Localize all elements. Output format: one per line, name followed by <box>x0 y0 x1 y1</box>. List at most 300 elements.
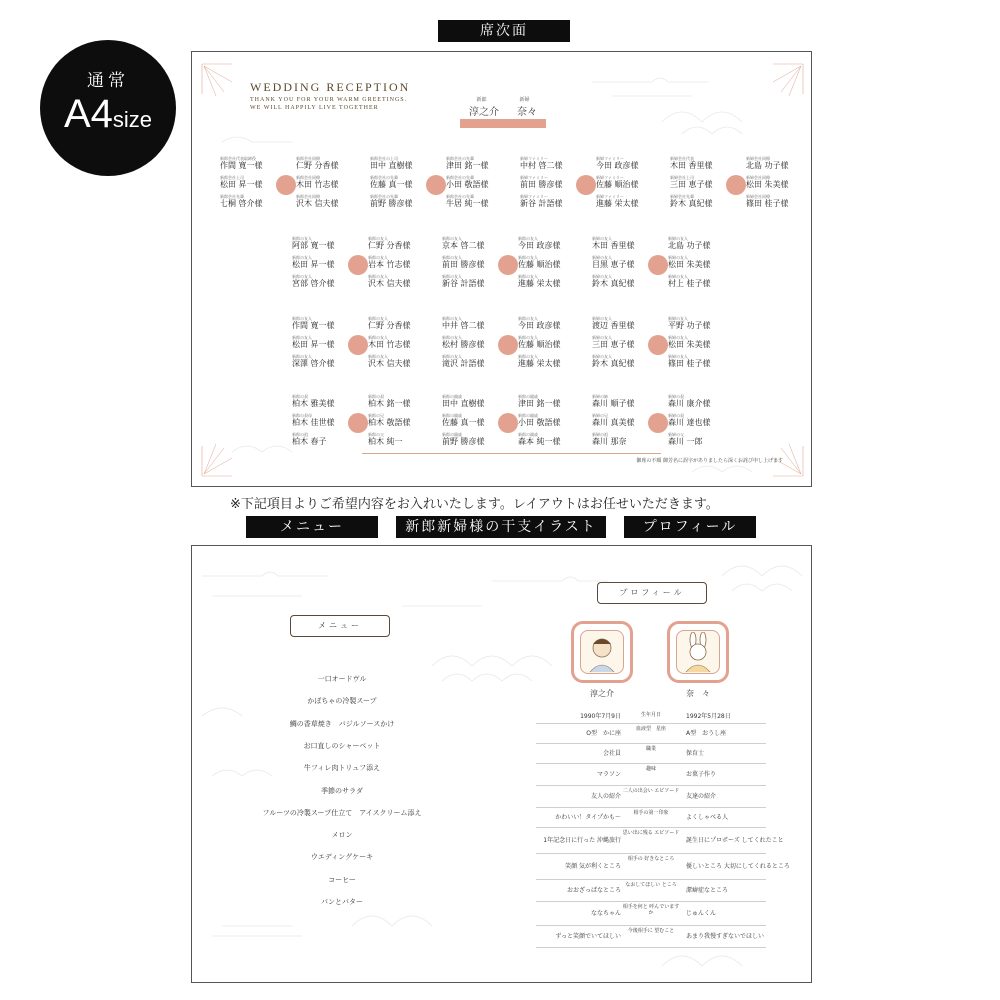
groom-answer: ずっと笑顔でいてほしい <box>555 932 621 940</box>
guest-relation: 新郎会社上司 <box>220 175 244 180</box>
menu-item: ウエディングケーキ <box>310 853 374 862</box>
guest-entry <box>442 236 502 251</box>
guest-entry <box>670 175 730 190</box>
guest-entry <box>592 316 652 331</box>
guest-relation: 新婦会社同僚 <box>746 156 770 161</box>
guest-table <box>520 156 670 212</box>
guest-name: 木田 香里様 <box>670 161 713 170</box>
guest-name: 作間 寛一様 <box>292 321 335 330</box>
guest-relation: 新郎の友人 <box>442 255 462 260</box>
guest-name: 松田 朱美様 <box>746 180 789 189</box>
guest-relation: 新郎の友人 <box>442 354 462 359</box>
subtitle-line-2: WE WILL HAPPILY LIVE TOGETHER <box>250 105 379 111</box>
guest-relation: 新郎の親戚 <box>518 432 538 437</box>
guest-name: 篠田 桂子様 <box>746 199 789 208</box>
guest-relation: 新郎の友人 <box>518 274 538 279</box>
label-menu: メニュー <box>246 516 378 538</box>
guest-name: 松田 朱美様 <box>668 340 711 349</box>
profile-row <box>536 880 766 902</box>
guest-relation: 新婦の友人 <box>592 236 612 241</box>
guest-name: 柏木 敬語様 <box>368 418 411 427</box>
guest-relation: 新郎の友人 <box>442 274 462 279</box>
guest-entry <box>520 156 580 171</box>
badge-top-text: 通常 <box>87 71 129 91</box>
groom-answer: ななちゃん <box>590 909 621 917</box>
guest-entry <box>668 413 728 428</box>
guest-relation: 新婦の叔 <box>668 413 684 418</box>
guest-entry <box>668 236 728 251</box>
guest-entry <box>442 274 502 289</box>
profile-row <box>536 926 766 948</box>
guest-name: 今田 政彦様 <box>596 161 639 170</box>
menu-item: お口直しのシャーベット <box>303 741 381 750</box>
guest-name: 鈴木 真紀様 <box>592 359 635 368</box>
guest-relation: 新郎の友人 <box>442 335 462 340</box>
guest-relation: 新婦ファミリー <box>596 175 624 180</box>
guest-name: 森川 順子様 <box>592 399 635 408</box>
guest-name: 柏木 純一 <box>368 437 403 446</box>
guest-name: 北島 功子様 <box>668 241 711 250</box>
guest-relation: 新郎の友人 <box>518 335 538 340</box>
bride-name: 奈々 <box>517 107 537 118</box>
guest-relation: 新郎の祖 <box>292 432 308 437</box>
couple-head-table <box>460 96 546 128</box>
guest-name: 渡辺 香里様 <box>592 321 635 330</box>
profile-row-label: 相手の第一印象 <box>633 810 669 816</box>
guest-relation: 新郎の親戚 <box>518 413 538 418</box>
guest-relation: 新郎の親戚 <box>442 394 462 399</box>
guest-relation: 新婦ファミリー <box>520 156 548 161</box>
reception-title: WEDDING RECEPTION <box>250 80 411 94</box>
guest-entry <box>668 255 728 270</box>
guest-entry <box>292 335 352 350</box>
guest-entry <box>442 413 502 428</box>
guest-relation: 新郎の友人 <box>368 316 388 321</box>
guest-relation: 新郎の友人 <box>368 274 388 279</box>
guest-name: 仁野 分香様 <box>368 241 411 250</box>
divider-line <box>362 453 661 454</box>
groom-role: 新郎 <box>476 97 487 103</box>
menu-item: 牛フィレ肉トリュフ添え <box>303 764 381 773</box>
guest-name: 岩本 竹志様 <box>368 260 411 269</box>
menu-item: フルーツの冷製スープ仕立て アイスクリーム添え <box>262 808 422 817</box>
guest-name: 森川 康介様 <box>668 399 711 408</box>
guest-relation: 新郎の友人 <box>368 335 388 340</box>
guest-relation: 新婦の祖 <box>592 432 608 437</box>
guest-name: 三田 恵子様 <box>670 180 713 189</box>
guest-relation: 新婦の友人 <box>592 335 612 340</box>
guest-relation: 新郎の親戚 <box>518 394 538 399</box>
guest-relation: 新郎の友人 <box>368 354 388 359</box>
bride-answer: お菓子作り <box>686 770 717 778</box>
profile-row-label: 生年月日 <box>640 712 661 718</box>
guest-relation: 新郎の友人 <box>518 236 538 241</box>
groom-zodiac-portrait <box>571 621 633 683</box>
seating-footnote: 御席の不順 御芳名に誤字がありましたら深くお詫び申し上げます <box>636 458 783 464</box>
badge-main: A4 <box>63 92 113 136</box>
guest-name: 村上 桂子様 <box>668 279 711 288</box>
groom-answer: O型 かに座 <box>586 729 621 737</box>
guest-entry <box>442 432 502 447</box>
guest-name: 柏木 銘一様 <box>368 399 411 408</box>
guest-entry <box>368 413 428 428</box>
guest-entry <box>220 194 280 209</box>
guest-relation: 新郎の友人 <box>292 316 312 321</box>
guest-name: 中村 啓二様 <box>520 161 563 170</box>
guest-name: 鈴木 真紀様 <box>592 279 635 288</box>
guest-table <box>292 236 442 292</box>
guest-relation: 新婦の友人 <box>592 354 612 359</box>
guest-entry <box>520 194 580 209</box>
guest-entry <box>292 236 352 251</box>
menu-item: コーヒー <box>328 875 356 884</box>
guest-entry <box>442 354 502 369</box>
groom-answer: 1年記念日に行った 沖縄旅行 <box>543 836 621 844</box>
guest-entry <box>446 194 506 209</box>
bride-role: 新婦 <box>519 97 530 103</box>
guest-table <box>370 156 520 212</box>
bride-answer: A型 おうし座 <box>686 729 727 737</box>
guest-table <box>592 316 742 372</box>
guest-relation: 新婦の兄 <box>592 413 608 418</box>
guest-entry <box>592 274 652 289</box>
guest-entry <box>368 354 428 369</box>
guest-relation: 新郎会社代表取締役 <box>220 156 256 161</box>
guest-name: 今田 政彦様 <box>518 241 561 250</box>
bride-answer: あまり我慢すぎないでほしい <box>686 932 765 940</box>
guest-name: 篠田 桂子様 <box>668 359 711 368</box>
guest-table <box>442 394 592 450</box>
guest-relation: 新婦の友人 <box>668 335 688 340</box>
guest-relation: 新郎会社同僚 <box>296 156 320 161</box>
guest-entry <box>668 394 728 409</box>
guest-name: 新谷 計語様 <box>520 199 563 208</box>
badge-size-text <box>40 92 176 137</box>
profile-ribbon: プロフィール <box>597 582 707 604</box>
guest-entry <box>442 316 502 331</box>
guest-entry <box>670 194 730 209</box>
subtitle-line-1: THANK YOU FOR YOUR WARM GREETINGS. <box>250 97 408 103</box>
guest-name: 松村 勝彦様 <box>442 340 485 349</box>
bride-answer: よくしゃべる人 <box>686 813 729 821</box>
guest-relation: 新郎会社の先輩 <box>446 175 474 180</box>
guest-relation: 新婦会社代表 <box>670 156 694 161</box>
profile-row-label: 二人の出会い エピソード <box>622 788 680 794</box>
guest-entry <box>442 394 502 409</box>
guest-entry <box>368 255 428 270</box>
guest-entry <box>446 175 506 190</box>
profile-row-label: 相手の 好きなところ <box>627 856 675 862</box>
guest-name: 柏木 佳世様 <box>292 418 335 427</box>
guest-name: 松田 昇一様 <box>220 180 263 189</box>
guest-entry <box>592 413 652 428</box>
guest-relation: 新婦の友人 <box>668 354 688 359</box>
guest-relation: 新郎の友人 <box>292 236 312 241</box>
profile-row <box>536 828 784 854</box>
badge-unit: size <box>112 107 153 132</box>
profile-row <box>536 786 766 808</box>
guest-relation: 新郎会社先輩 <box>220 194 244 199</box>
bride-profile-name: 奈 々 <box>686 689 710 698</box>
guest-entry <box>292 394 352 409</box>
profile-row <box>536 808 766 828</box>
guest-name: 平野 功子様 <box>668 321 711 330</box>
guest-entry <box>446 156 506 171</box>
guest-relation: 新婦ファミリー <box>596 194 624 199</box>
guest-name: 阿部 寛一様 <box>292 241 335 250</box>
guest-entry <box>668 274 728 289</box>
guest-name: 進藤 栄太様 <box>518 279 561 288</box>
guest-entry <box>668 316 728 331</box>
guest-name: 前田 勝彦様 <box>520 180 563 189</box>
menu-ribbon: メニュー <box>290 615 390 637</box>
guest-entry <box>596 194 656 209</box>
guest-relation: 新郎の叔 <box>292 394 308 399</box>
guest-name: 津田 銘一様 <box>446 161 489 170</box>
guest-relation: 新婦会社同僚 <box>746 194 770 199</box>
guest-name: 三田 恵子様 <box>592 340 635 349</box>
guest-entry <box>292 255 352 270</box>
guest-relation: 新婦ファミリー <box>520 175 548 180</box>
guest-table <box>592 394 742 450</box>
guest-name: 宮部 啓介様 <box>292 279 335 288</box>
guest-entry <box>518 432 578 447</box>
groom-answer: かわいい！タイプかも〜 <box>555 813 621 821</box>
guest-relation: 新婦の叔 <box>668 394 684 399</box>
guest-name: 田中 直樹様 <box>442 399 485 408</box>
guest-entry <box>296 194 356 209</box>
guest-entry <box>370 175 430 190</box>
guest-entry <box>518 255 578 270</box>
profile-row <box>536 902 766 926</box>
guest-relation: 新婦の友人 <box>592 316 612 321</box>
guest-relation: 新婦の友人 <box>668 236 688 241</box>
menu-item: パンとバター <box>321 898 363 906</box>
guest-relation: 新婦の友人 <box>592 274 612 279</box>
guest-name: 柏木 雅美様 <box>292 399 335 408</box>
groom-answer: おおざっぱなところ <box>566 886 621 894</box>
guest-entry <box>368 274 428 289</box>
guest-name: 森川 一郎 <box>668 437 703 446</box>
guest-name: 新谷 計語様 <box>442 279 485 288</box>
guest-relation: 新郎の友人 <box>368 236 388 241</box>
guest-relation: 新郎会社の先輩 <box>446 156 474 161</box>
guest-name: 森川 達也様 <box>668 418 711 427</box>
guest-name: 滝沢 計語様 <box>442 359 485 368</box>
guest-entry <box>368 335 428 350</box>
guest-name: 木田 竹志様 <box>296 180 339 189</box>
guest-entry <box>518 236 578 251</box>
note-text: ※下記項目よりご希望内容をお入れいたします。レイアウトはお任せいただきます。 <box>230 497 719 512</box>
guest-name: 作間 寛一様 <box>220 161 263 170</box>
bride-zodiac-portrait <box>667 621 729 683</box>
bride-figure-icon <box>678 632 718 672</box>
guest-table <box>442 236 592 292</box>
guest-relation: 新郎の友人 <box>368 255 388 260</box>
guest-relation: 新郎の兄 <box>368 413 384 418</box>
guest-relation: 新郎の友人 <box>292 335 312 340</box>
guest-entry <box>520 175 580 190</box>
guest-entry <box>592 432 652 447</box>
bride-answer: じゅんくん <box>686 909 717 917</box>
guest-entry <box>592 236 652 251</box>
guest-name: 仁野 分香様 <box>296 161 339 170</box>
guest-relation: 新郎会社の先輩 <box>370 194 398 199</box>
guest-entry <box>368 316 428 331</box>
seating-chart-panel <box>191 51 812 487</box>
guest-table <box>220 156 370 212</box>
guest-relation: 新郎会社の先輩 <box>446 194 474 199</box>
guest-relation: 新婦会社先輩 <box>670 194 694 199</box>
guest-name: 柏木 春子 <box>292 437 327 446</box>
guest-relation: 新婦の友人 <box>668 255 688 260</box>
guest-entry <box>518 394 578 409</box>
guest-entry <box>518 335 578 350</box>
guest-name: 今田 政彦様 <box>518 321 561 330</box>
guest-relation: 新郎の友人 <box>518 316 538 321</box>
guest-name: 森川 真美様 <box>592 418 635 427</box>
guest-name: 小田 敬語様 <box>446 180 489 189</box>
guest-name: 佐藤 真一様 <box>442 418 485 427</box>
guest-entry <box>746 175 806 190</box>
guest-name: 津田 銘一様 <box>518 399 561 408</box>
guest-entry <box>296 175 356 190</box>
guest-relation: 新婦ファミリー <box>520 194 548 199</box>
guest-name: 森川 那奈 <box>592 437 627 446</box>
guest-entry <box>592 354 652 369</box>
guest-relation: 新郎の叔母 <box>292 413 312 418</box>
guest-table <box>442 316 592 372</box>
guest-relation: 新郎の友人 <box>518 255 538 260</box>
guest-entry <box>518 354 578 369</box>
bride-answer: 潔癖症なところ <box>686 886 729 894</box>
guest-relation: 新郎の友人 <box>292 274 312 279</box>
guest-table <box>292 394 442 450</box>
guest-entry <box>518 316 578 331</box>
guest-name: 目黒 恵子様 <box>592 260 635 269</box>
guest-table <box>670 156 812 212</box>
guest-name: 牛居 純一様 <box>446 199 489 208</box>
guest-name: 北島 功子様 <box>746 161 789 170</box>
groom-answer: 友人の紹介 <box>590 792 621 800</box>
guest-entry <box>296 156 356 171</box>
profile-row <box>536 744 766 764</box>
bride-answer: 友達の紹介 <box>686 792 717 800</box>
guest-entry <box>292 274 352 289</box>
guest-relation: 新郎の友人 <box>442 236 462 241</box>
guest-entry <box>368 432 428 447</box>
guest-relation: 新婦会社同僚 <box>746 175 770 180</box>
guest-name: 佐藤 真一様 <box>370 180 413 189</box>
guest-name: 進藤 栄太様 <box>596 199 639 208</box>
profile-row-label: 職業 <box>645 746 656 752</box>
guest-table <box>292 316 442 372</box>
guest-relation: 新郎の友人 <box>292 255 312 260</box>
guest-entry <box>668 432 728 447</box>
guest-relation: 新婦の姉 <box>592 394 608 399</box>
guest-name: 中井 啓二様 <box>442 321 485 330</box>
guest-relation: 新婦の友人 <box>668 274 688 279</box>
profile-row <box>536 764 766 786</box>
guest-name: 仁野 分香様 <box>368 321 411 330</box>
guest-relation: 新郎会社同僚 <box>296 194 320 199</box>
profile-row-label: 今後相手に 望むこと <box>627 928 675 934</box>
guest-name: 沢木 信夫様 <box>368 359 411 368</box>
guest-relation: 新郎の父 <box>368 432 384 437</box>
groom-figure-icon <box>582 632 622 672</box>
guest-name: 深澤 啓介様 <box>292 359 335 368</box>
label-profile: プロフィール <box>624 516 756 538</box>
guest-relation: 新郎会社の先輩 <box>370 175 398 180</box>
guest-relation: 新婦の友人 <box>668 316 688 321</box>
groom-answer: 1990年7月9日 <box>580 712 621 720</box>
menu-item: メロン <box>331 831 353 840</box>
guest-entry <box>220 175 280 190</box>
label-seating: 席次面 <box>438 20 570 42</box>
guest-name: 京本 啓二様 <box>442 241 485 250</box>
guest-entry <box>668 335 728 350</box>
guest-relation: 新郎会社の上司 <box>370 156 398 161</box>
guest-relation: 新郎会社同僚 <box>296 175 320 180</box>
guest-name: 佐藤 順治様 <box>518 260 561 269</box>
guest-name: 森本 純一様 <box>518 437 561 446</box>
guest-relation: 新郎の友人 <box>292 354 312 359</box>
guest-entry <box>518 413 578 428</box>
guest-entry <box>442 255 502 270</box>
guest-name: 田中 直樹様 <box>370 161 413 170</box>
menu-item: 季節のサラダ <box>321 786 363 795</box>
guest-name: 七桐 啓介様 <box>220 199 263 208</box>
guest-relation: 新郎の友人 <box>518 354 538 359</box>
guest-name: 前野 勝彦様 <box>442 437 485 446</box>
guest-name: 前野 勝彦様 <box>370 199 413 208</box>
size-badge <box>40 40 176 176</box>
guest-relation: 新婦会社上司 <box>670 175 694 180</box>
profile-row-label: なおしてほしい ところ <box>625 882 677 888</box>
guest-entry <box>292 354 352 369</box>
guest-table <box>592 236 742 292</box>
guest-entry <box>592 394 652 409</box>
menu-item: かぼちゃの冷製スープ <box>307 697 377 706</box>
label-zodiac: 新郎新婦様の干支イラスト <box>396 516 606 538</box>
profile-row-label: 思い出に残る エピソード <box>622 830 680 836</box>
guest-relation: 新郎の親戚 <box>442 413 462 418</box>
guest-entry <box>746 156 806 171</box>
guest-entry <box>368 236 428 251</box>
guest-entry <box>368 394 428 409</box>
guest-entry <box>592 335 652 350</box>
guest-relation: 新婦ファミリー <box>596 156 624 161</box>
groom-profile-name: 淳之介 <box>590 689 614 698</box>
bride-answer: 保育士 <box>686 749 705 757</box>
guest-relation: 新郎の叔 <box>368 394 384 399</box>
profile-row-label: 相手を何と 呼んでいますか <box>622 904 680 916</box>
guest-entry <box>442 335 502 350</box>
guest-entry <box>292 432 352 447</box>
guest-relation: 新婦の父 <box>668 432 684 437</box>
guest-entry <box>668 354 728 369</box>
groom-name: 淳之介 <box>469 107 499 118</box>
guest-name: 進藤 栄太様 <box>518 359 561 368</box>
guest-relation: 新郎の親戚 <box>442 432 462 437</box>
profile-row <box>536 710 766 724</box>
guest-entry <box>370 156 430 171</box>
bride-answer: 1992年5月28日 <box>686 712 731 720</box>
guest-name: 沢木 信夫様 <box>296 199 339 208</box>
guest-entry <box>292 316 352 331</box>
guest-entry <box>518 274 578 289</box>
groom-answer: 会社員 <box>602 749 621 757</box>
